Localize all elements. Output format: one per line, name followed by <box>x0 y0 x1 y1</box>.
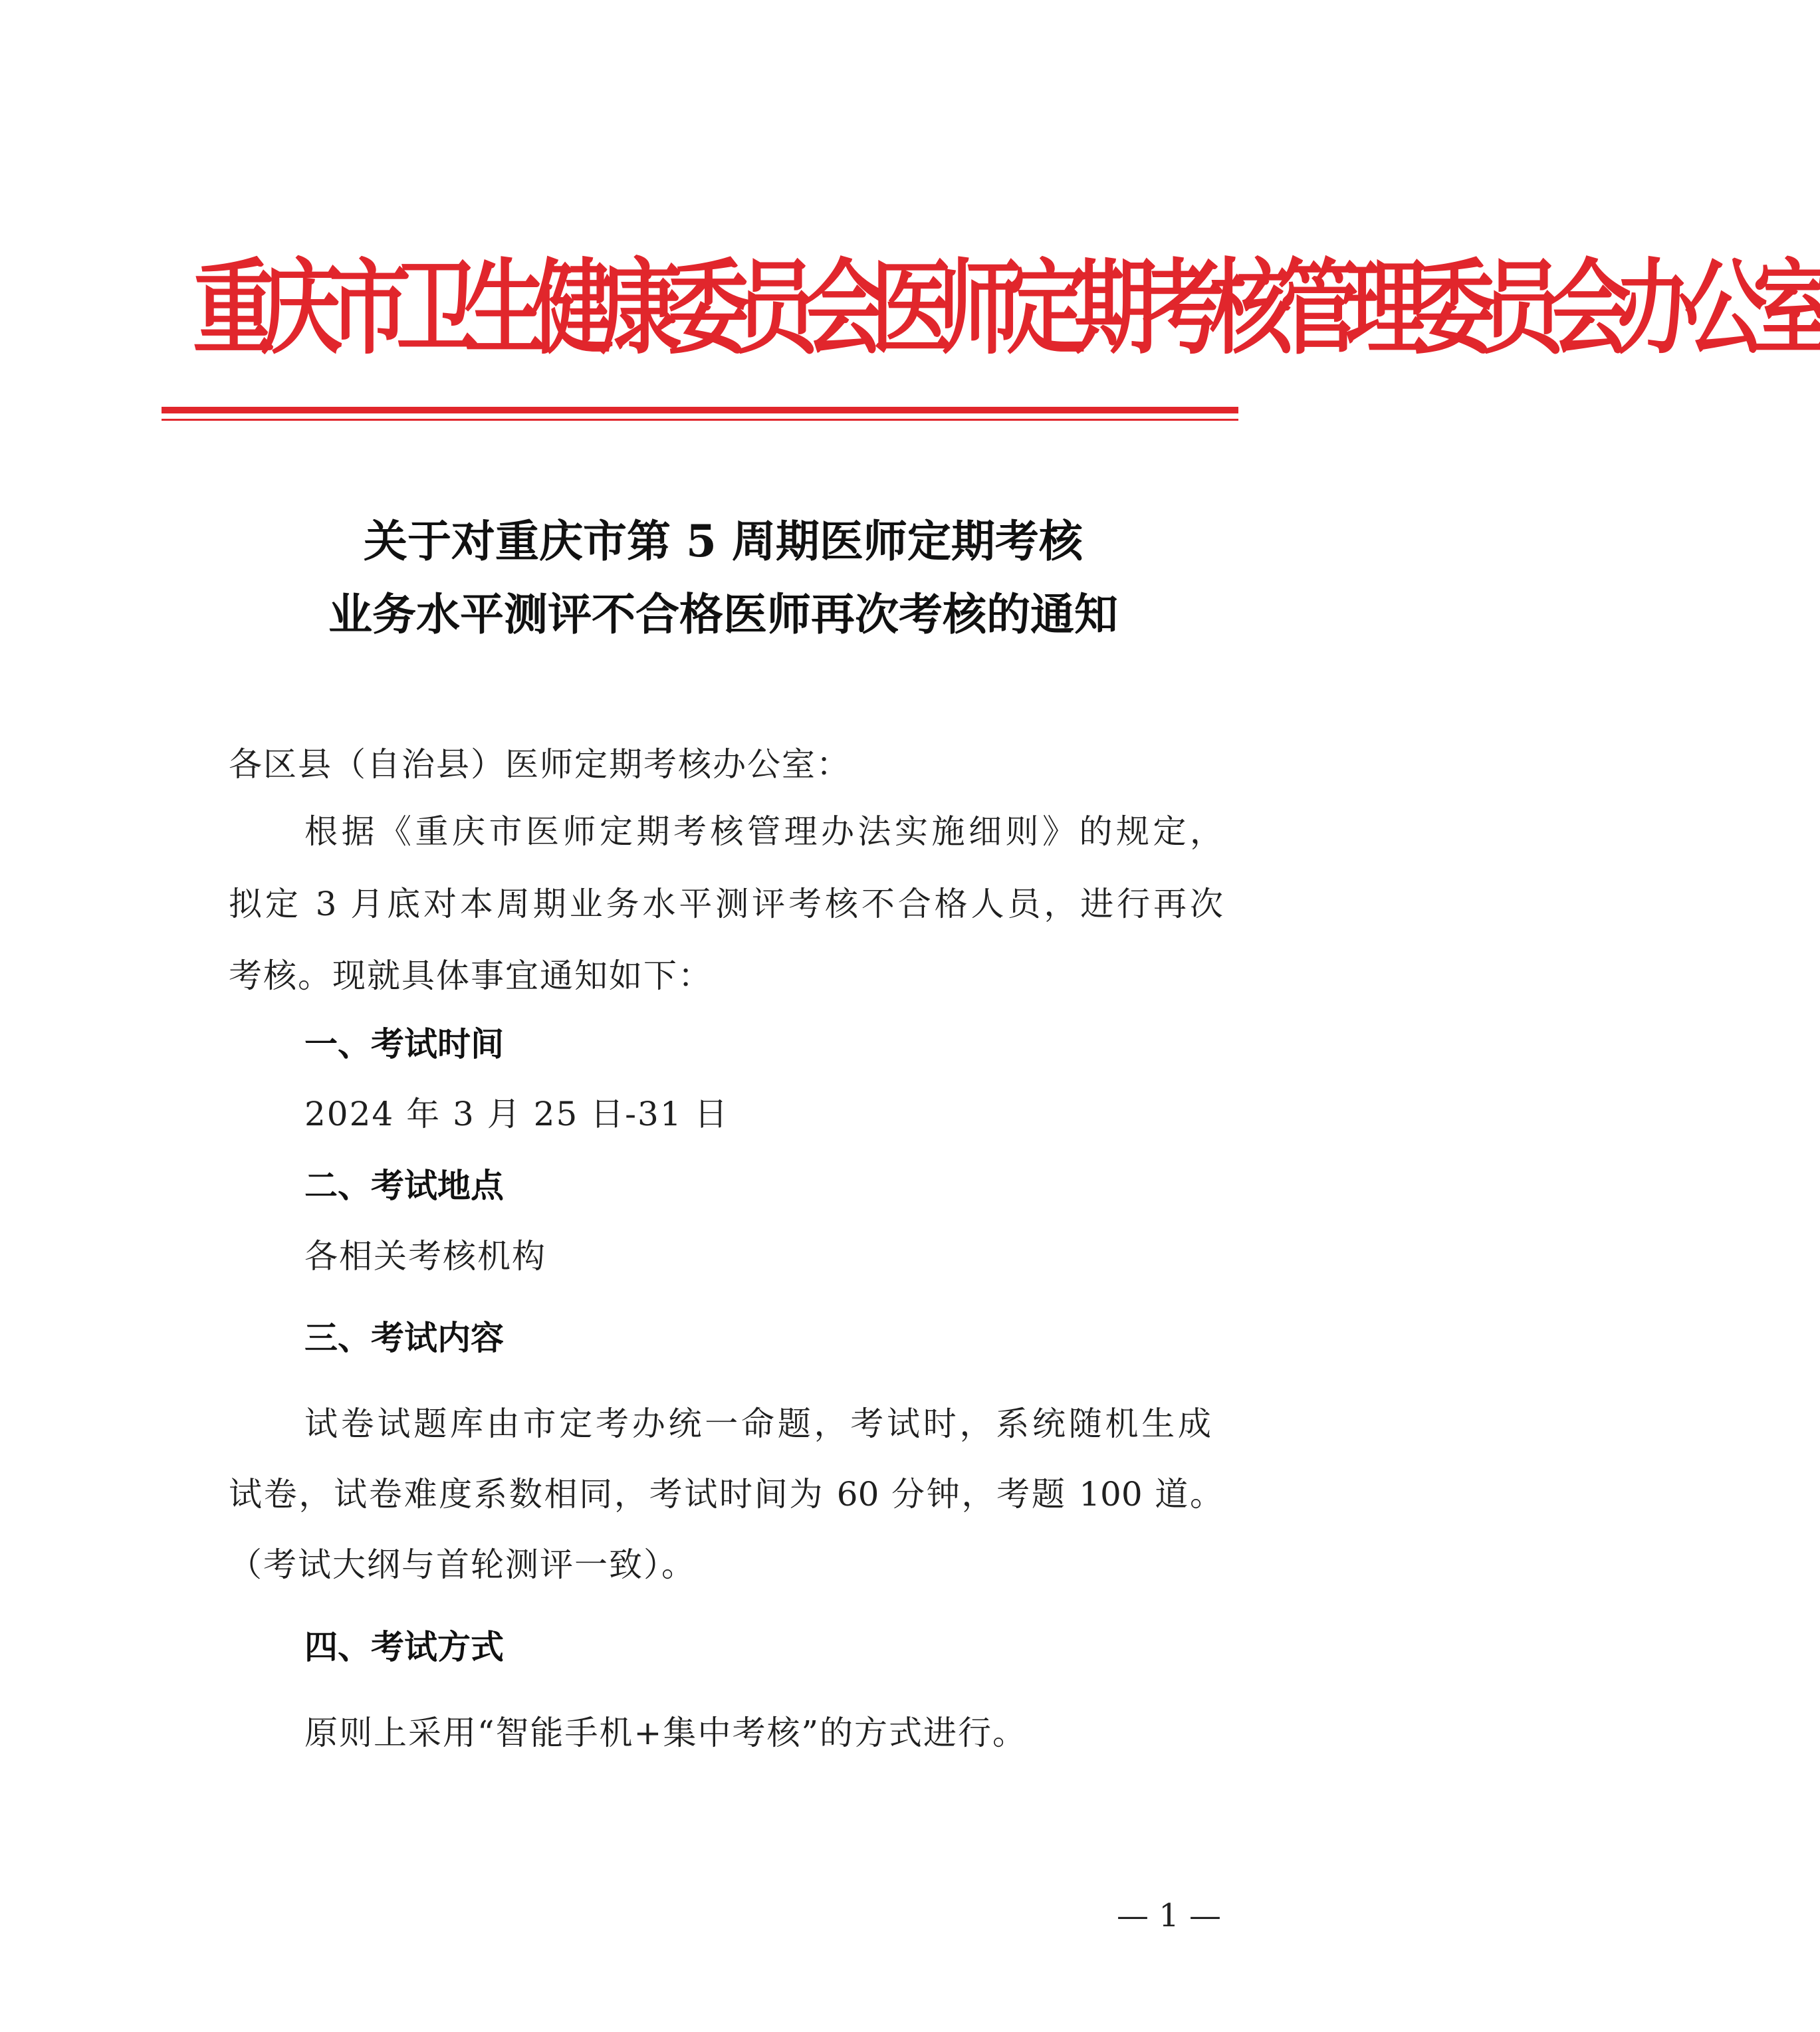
letterhead-rule-thick <box>162 407 1238 413</box>
intro-line-3: 考核。现就具体事宜通知如下： <box>229 957 713 995</box>
intro-line-2: 拟定 3 月底对本周期业务水平测评考核不合格人员，进行再次 <box>229 885 1223 923</box>
section-heading-exam-location: 二、考试地点 <box>304 1167 504 1205</box>
letterhead-rule-thin <box>162 419 1238 421</box>
exam-content-line-1: 试卷试题库由市定考办统一命题，考试时，系统随机生成 <box>304 1405 1211 1443</box>
section-heading-exam-time: 一、考试时间 <box>304 1025 504 1064</box>
letterhead-org-name: 重庆市卫生健康委员会医师定期考核管理委员会办公室 <box>193 249 1820 369</box>
exam-method-value: 原则上采用“智能手机+集中考核”的方式进行。 <box>304 1714 1028 1752</box>
exam-location-value: 各相关考核机构 <box>304 1237 546 1276</box>
exam-time-value: 2024 年 3 月 25 日-31 日 <box>304 1095 729 1133</box>
document-title-line-1: 关于对重庆市第 5 周期医师定期考核 <box>364 515 1083 567</box>
addressee: 各区县（自治县）医师定期考核办公室： <box>229 745 851 784</box>
exam-content-line-2: 试卷，试卷难度系数相同，考试时间为 60 分钟，考题 100 道。 <box>229 1475 1223 1514</box>
intro-line-1: 根据《重庆市医师定期考核管理办法实施细则》的规定， <box>304 812 1223 851</box>
page-number: — 1 — <box>1117 1897 1222 1934</box>
exam-content-line-3: （考试大纲与首轮测评一致）。 <box>229 1545 696 1584</box>
section-heading-exam-method: 四、考试方式 <box>304 1628 504 1666</box>
document-title-line-2: 业务水平测评不合格医师再次考核的通知 <box>328 588 1118 640</box>
section-heading-exam-content: 三、考试内容 <box>304 1319 504 1357</box>
